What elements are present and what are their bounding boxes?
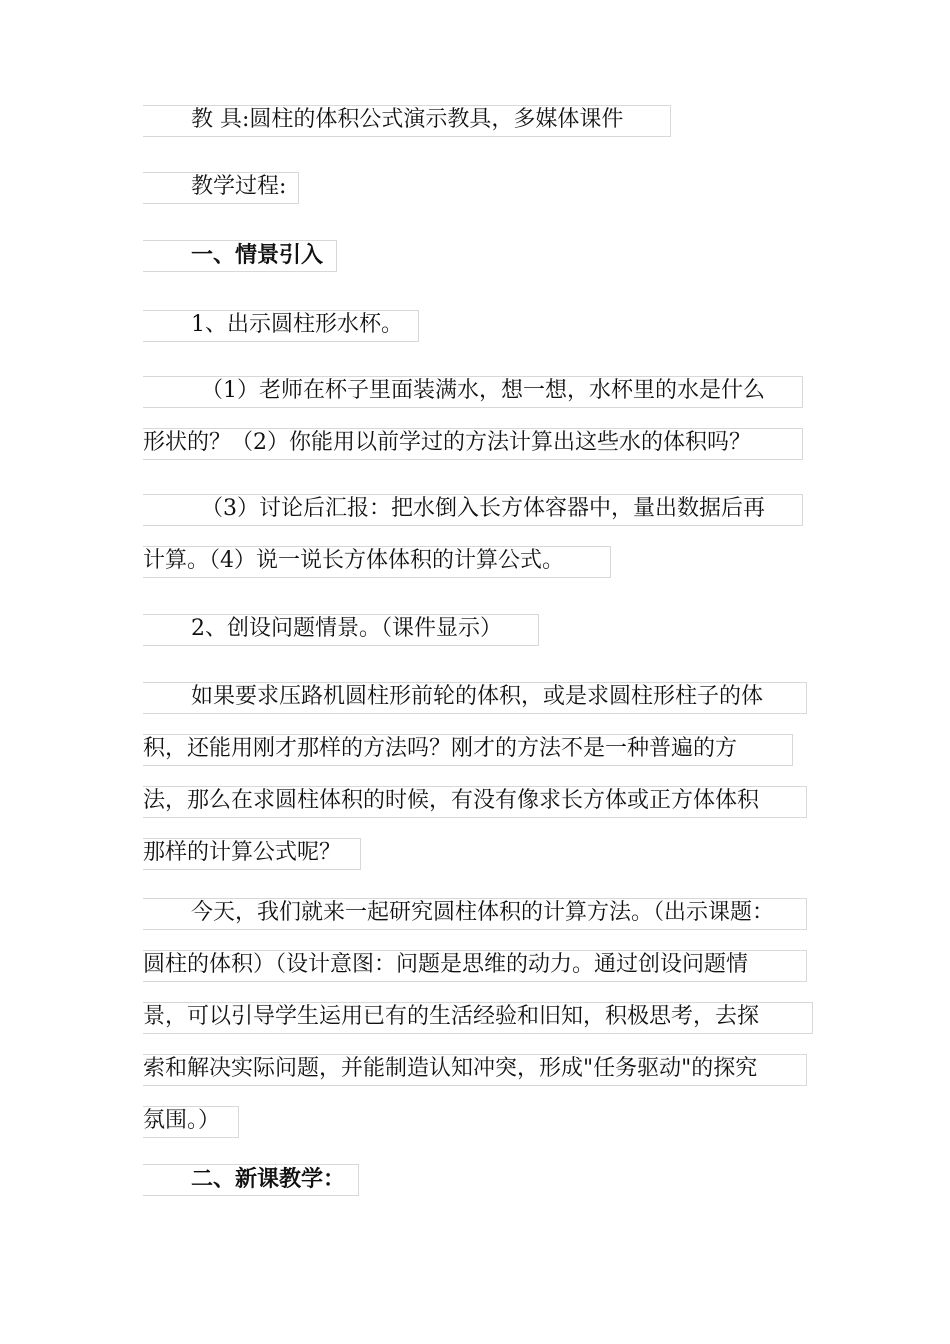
problem-paragraph: [143, 682, 807, 870]
text-line: 计算。（4）说一说长方体体积的计算公式。: [143, 546, 611, 578]
teaching-aids-paragraph: [143, 105, 671, 137]
step-2-paragraph: [143, 614, 539, 646]
teaching-process-label: [143, 172, 299, 204]
text-line: 氛围。）: [143, 1106, 239, 1138]
text-line: 今天，我们就来一起研究圆柱体积的计算方法。（出示课题：: [143, 898, 807, 930]
text-line: （1）老师在杯子里面装满水，想一想，水杯里的水是什么: [143, 376, 803, 408]
text-line: （3）讨论后汇报：把水倒入长方体容器中，量出数据后再: [143, 494, 803, 526]
step-1-paragraph: [143, 310, 419, 342]
text-line: 圆柱的体积）（设计意图：问题是思维的动力。通过创设问题情: [143, 950, 807, 982]
section-heading-2: [143, 1164, 359, 1196]
introduction-paragraph: [143, 898, 813, 1138]
heading-text: 二、新课教学：: [143, 1164, 359, 1196]
text-line: 积，还能用刚才那样的方法吗？刚才的方法不是一种普遍的方: [143, 734, 793, 766]
text-line: 如果要求压路机圆柱形前轮的体积，或是求圆柱形柱子的体: [143, 682, 807, 714]
text-line: 教学过程:: [143, 172, 299, 204]
text-line: 2、创设问题情景。（课件显示）: [143, 614, 539, 646]
text-line: 法，那么在求圆柱体积的时候，有没有像求长方体或正方体体积: [143, 786, 807, 818]
text-line: 那样的计算公式呢？: [143, 838, 361, 870]
text-line: 索和解决实际问题，并能制造认知冲突，形成"任务驱动"的探究: [143, 1054, 807, 1086]
section-heading-1: [143, 240, 337, 272]
text-line: 教 具:圆柱的体积公式演示教具，多媒体课件: [143, 105, 671, 137]
text-line: 景，可以引导学生运用已有的生活经验和旧知，积极思考，去探: [143, 1002, 813, 1034]
heading-text: 一、情景引入: [143, 240, 337, 272]
text-line: 1、出示圆柱形水杯。: [143, 310, 419, 342]
question-paragraph-1: [143, 376, 803, 460]
text-line: 形状的？（2）你能用以前学过的方法计算出这些水的体积吗？: [143, 428, 803, 460]
question-paragraph-2: [143, 494, 803, 578]
